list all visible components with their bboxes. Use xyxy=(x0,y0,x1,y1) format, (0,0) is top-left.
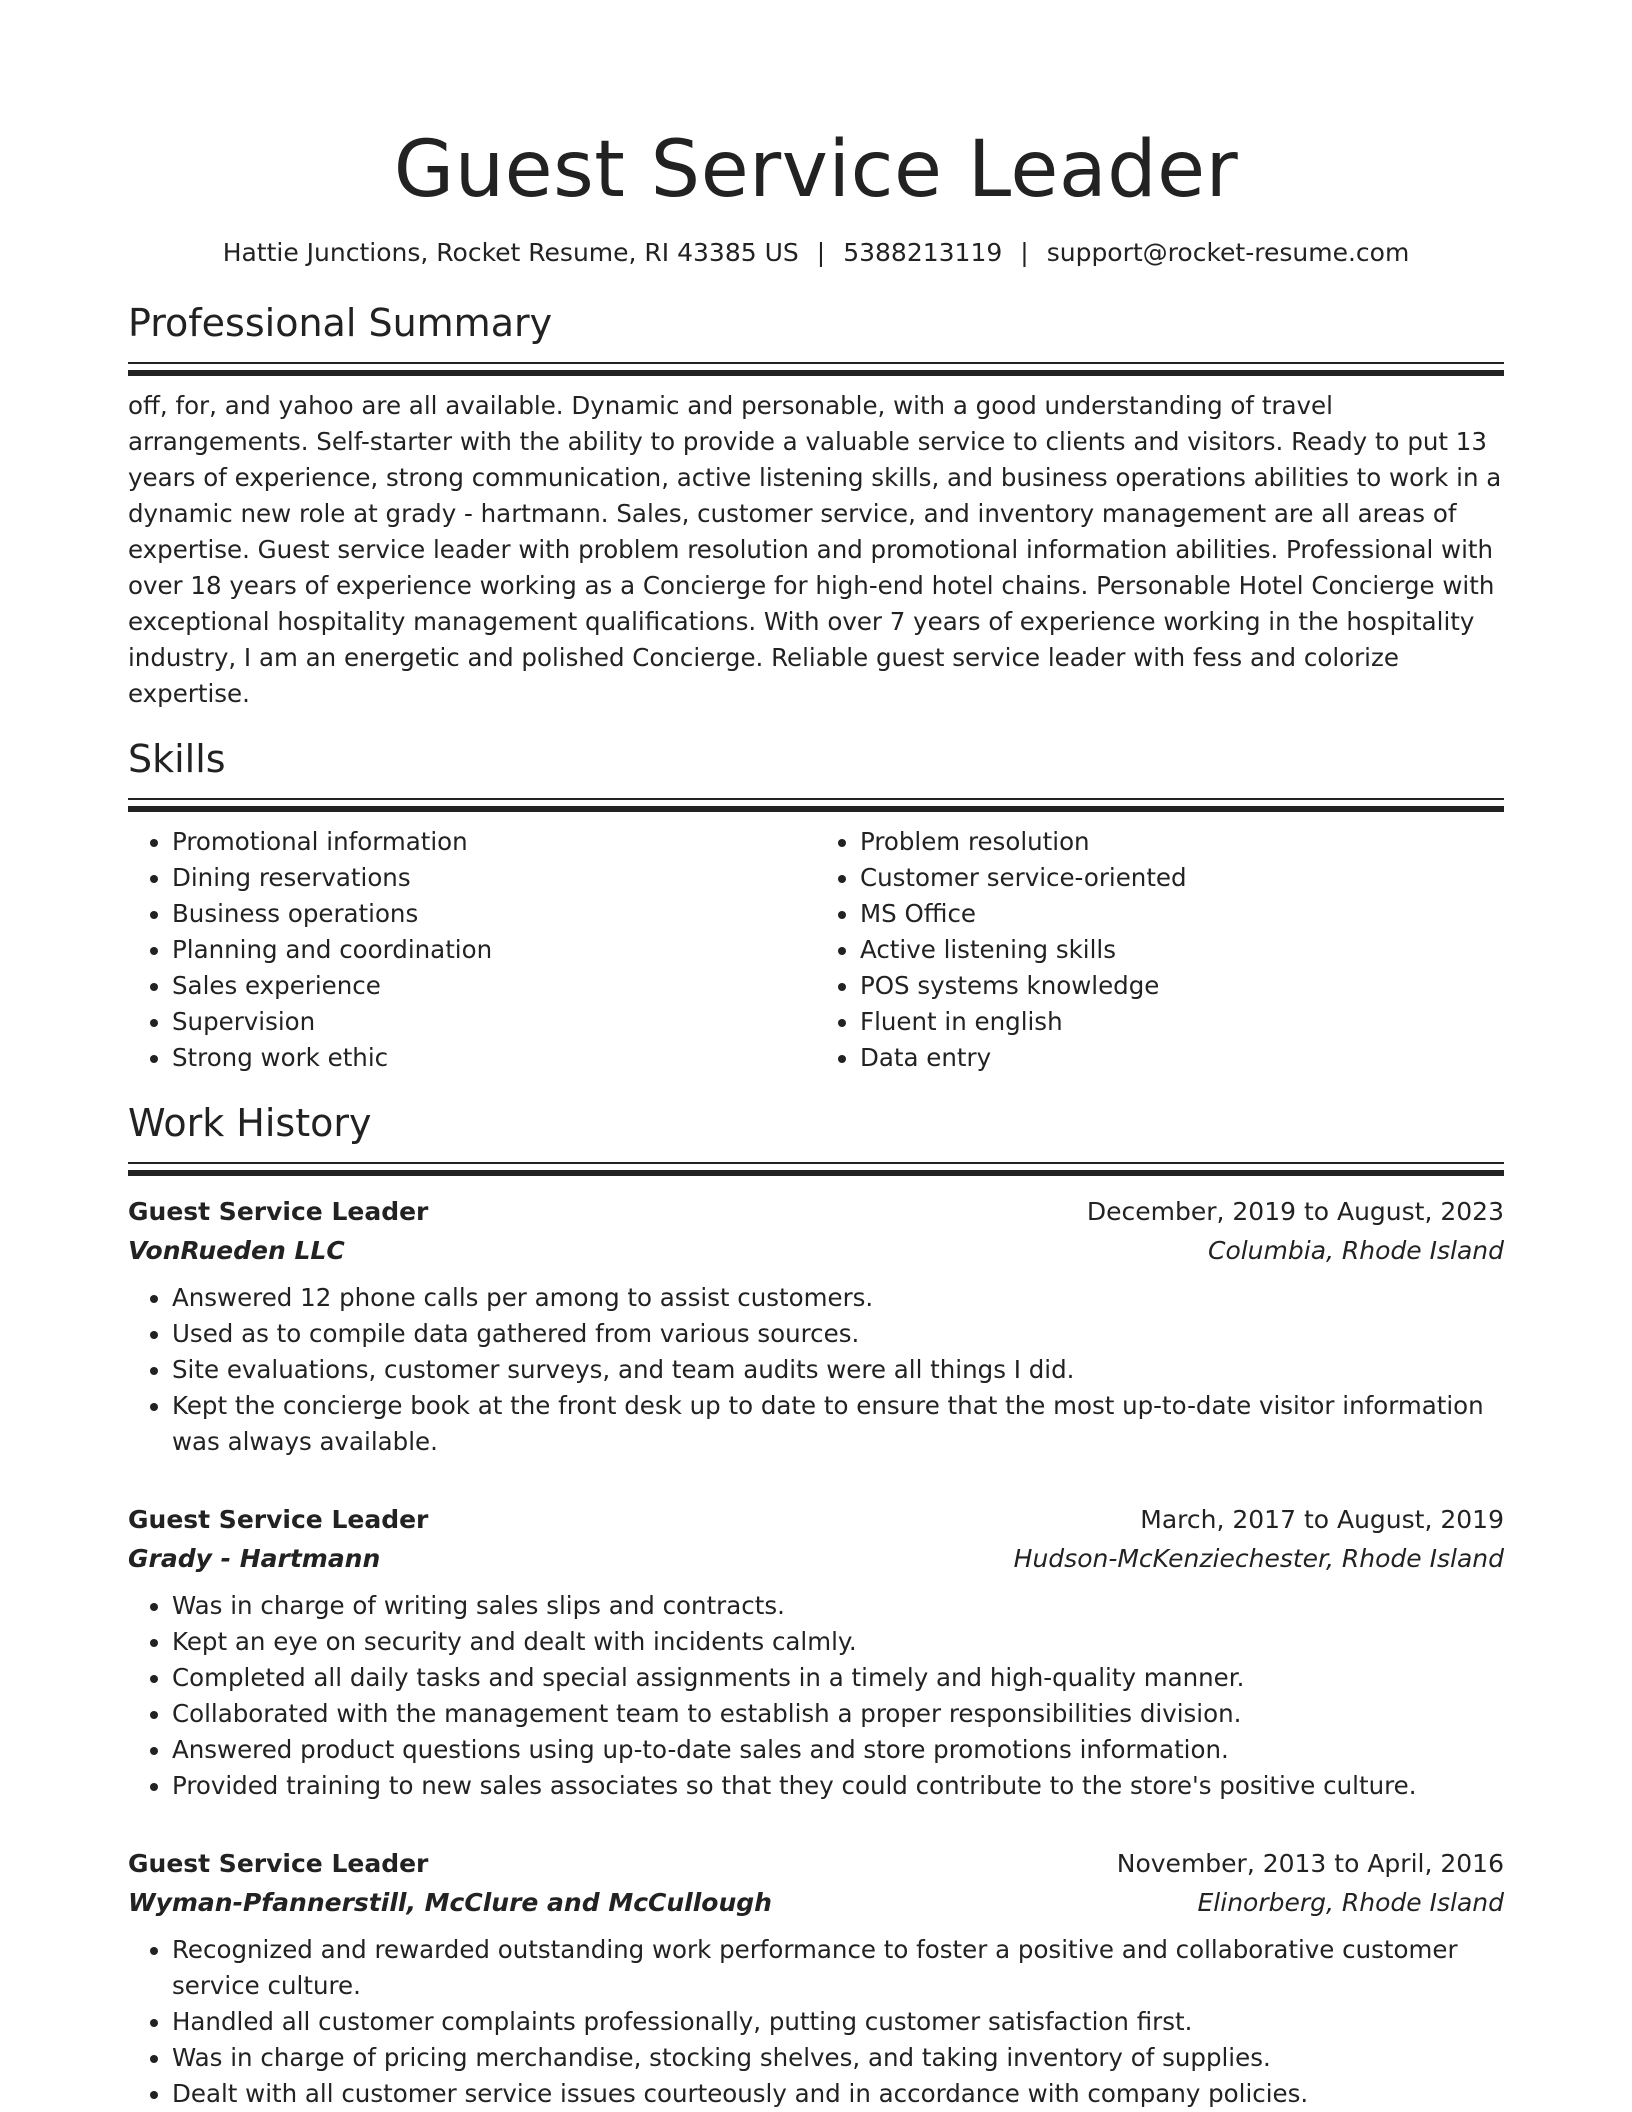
job-bullet: • Kept the concierge book at the front desk up to date to ensure that the most up-to-date visitor information was always available. xyxy=(172,1388,1504,1460)
job-dates: March, 2017 to August, 2019 xyxy=(1140,1505,1504,1534)
job-entry xyxy=(128,1500,1504,1804)
work-history-heading: Work History xyxy=(128,1101,372,1145)
job-bullet: • Answered 12 phone calls per among to assist customers. xyxy=(172,1280,1504,1316)
job-title: Guest Service Leader xyxy=(128,1505,429,1534)
job-bullet: • Completed all daily tasks and special assignments in a timely and high-quality manner. xyxy=(172,1660,1504,1696)
contact-line xyxy=(128,236,1504,270)
contact-separator: | xyxy=(1020,238,1029,267)
job-bullet: • Was in charge of pricing merchandise, stocking shelves, and taking inventory of supplies. xyxy=(172,2040,1504,2076)
job-location: Elinorberg, Rhode Island xyxy=(1197,1888,1504,1917)
contact-separator: | xyxy=(816,238,826,267)
job-bullet: • Handled all customer complaints professionally, putting customer satisfaction first. xyxy=(172,2004,1504,2040)
contact-address: Hattie Junctions, Rocket Resume, RI 43385 US xyxy=(222,238,799,267)
job-bullet: • Used as to compile data gathered from various sources. xyxy=(172,1316,1504,1352)
job-bullet: • Collaborated with the management team to establish a proper responsibilities division. xyxy=(172,1696,1504,1732)
job-company: Grady - Hartmann xyxy=(128,1544,381,1573)
job-bullet: • Site evaluations, customer surveys, and team audits were all things I did. xyxy=(172,1352,1504,1388)
job-bullet: • Provided training to new sales associates so that they could contribute to the store's positive culture. xyxy=(172,1768,1504,1804)
summary-text: off, for, and yahoo are all available. Dynamic and personable, with a good understanding of travel arrangements. Self-starter with the ability to provide a valuable service to clients and visitors. Ready to put 13 years of experience, strong communication, active listening skills, and business operations abilities to work in a dynamic new role at grady - hartmann. Sales, customer service, and inventory management are all areas of expertise. Guest service leader with problem resolution and promotional information abilities. Professional with over 18 years of experience working as a Concierge for high-end hotel chains. Personable Hotel Concierge with exceptional hospitality management qualifications. With over 7 years of experience working in the hospitality industry, I am an energetic and polished Concierge. Reliable guest service leader with fess and colorize expertise. xyxy=(128,391,1502,708)
job-dates: November, 2013 to April, 2016 xyxy=(1116,1849,1504,1878)
job-company: Wyman-Pfannerstill, McClure and McCullough xyxy=(128,1888,772,1917)
resume-page xyxy=(128,120,1504,2112)
skills-list xyxy=(128,824,1504,1076)
skill-item: • Problem resolution xyxy=(860,824,1504,860)
skill-item: • MS Office xyxy=(860,896,1504,932)
contact-email: support@rocket-resume.com xyxy=(1046,238,1410,267)
skills-column-left xyxy=(128,824,816,1076)
job-entry xyxy=(128,1844,1504,2112)
job-entry xyxy=(128,1192,1504,1460)
skill-item: • Active listening skills xyxy=(860,932,1504,968)
job-location: Columbia, Rhode Island xyxy=(1207,1236,1504,1265)
job-bullet: • Kept an eye on security and dealt with incidents calmly. xyxy=(172,1624,1504,1660)
job-bullets xyxy=(128,1932,1504,2112)
section-divider xyxy=(128,362,1504,376)
section-divider xyxy=(128,798,1504,812)
job-bullets xyxy=(128,1280,1504,1460)
skill-item: • Strong work ethic xyxy=(172,1040,816,1076)
skill-item: • Dining reservations xyxy=(172,860,816,896)
skills-heading: Skills xyxy=(128,737,226,781)
skills-column-right xyxy=(816,824,1504,1076)
job-dates: December, 2019 to August, 2023 xyxy=(1086,1197,1504,1226)
summary-heading: Professional Summary xyxy=(128,301,553,345)
job-location: Hudson-McKenziechester, Rhode Island xyxy=(1013,1544,1504,1573)
job-company: VonRueden LLC xyxy=(128,1236,345,1265)
job-title: Guest Service Leader xyxy=(128,1197,429,1226)
job-bullet: • Dealt with all customer service issues courteously and in accordance with company policies. xyxy=(172,2076,1504,2112)
skill-item: • Promotional information xyxy=(172,824,816,860)
resume-title: Guest Service Leader xyxy=(393,125,1239,215)
skill-item: • Business operations xyxy=(172,896,816,932)
skill-item: • Planning and coordination xyxy=(172,932,816,968)
section-divider xyxy=(128,1162,1504,1176)
contact-phone: 5388213119 xyxy=(843,238,1003,267)
skill-item: • Sales experience xyxy=(172,968,816,1004)
job-bullet: • Was in charge of writing sales slips and contracts. xyxy=(172,1588,1504,1624)
skill-item: • POS systems knowledge xyxy=(860,968,1504,1004)
skill-item: • Customer service-oriented xyxy=(860,860,1504,896)
job-bullet: • Recognized and rewarded outstanding work performance to foster a positive and collaborative customer service culture. xyxy=(172,1932,1504,2004)
job-bullet: • Answered product questions using up-to-date sales and store promotions information. xyxy=(172,1732,1504,1768)
skill-item: • Supervision xyxy=(172,1004,816,1040)
job-bullets xyxy=(128,1588,1504,1804)
skill-item: • Fluent in english xyxy=(860,1004,1504,1040)
job-title: Guest Service Leader xyxy=(128,1849,429,1878)
skill-item: • Data entry xyxy=(860,1040,1504,1076)
